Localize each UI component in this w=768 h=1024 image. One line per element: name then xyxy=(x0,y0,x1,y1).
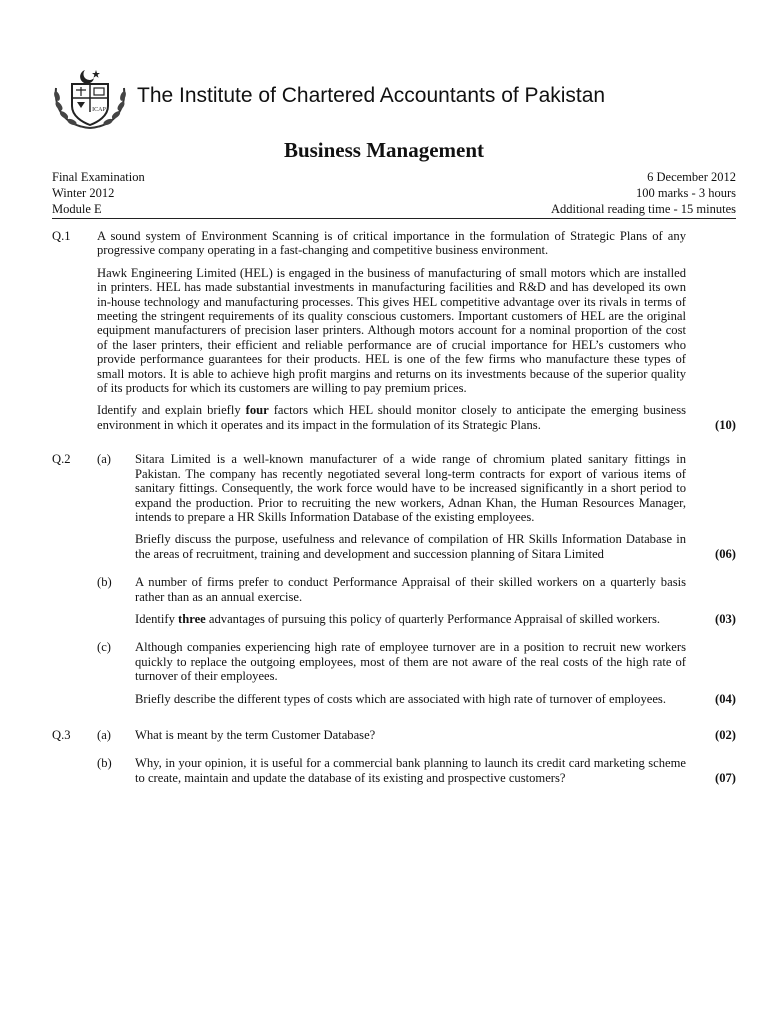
q2b-marks: (03) xyxy=(715,611,736,626)
q3-part-b xyxy=(97,756,736,785)
header-divider xyxy=(52,218,736,219)
subject-title: Business Management xyxy=(283,138,485,162)
q2c-paragraph-2: Briefly describe the different types of costs which are associated with high rate of turnover of employees. xyxy=(135,691,666,706)
question-number: Q.3 xyxy=(52,727,71,742)
q2-part-c xyxy=(97,640,736,706)
q2a-marks: (06) xyxy=(715,546,736,561)
q3b-marks: (07) xyxy=(715,770,736,785)
q3b-paragraph-1: Why, in your opinion, it is useful for a commercial bank planning to launch its credit card marketing scheme to create, maintain and update the database of its existing and prospective customers? xyxy=(135,756,686,785)
part-label: (b) xyxy=(97,756,112,771)
q2b-paragraph-1: A number of firms prefer to conduct Performance Appraisal of their skilled workers on a quarterly basis rather than as an annual exercise. xyxy=(135,575,686,604)
q2c-marks: (04) xyxy=(715,691,736,706)
institute-name: The Institute of Chartered Accountants of Pakistan xyxy=(137,84,606,107)
question-1 xyxy=(52,229,736,432)
question-number: Q.1 xyxy=(52,229,71,243)
q2-part-a xyxy=(97,452,736,561)
q3a-paragraph-1: What is meant by the term Customer Database? xyxy=(135,727,376,742)
svg-text:ICAP: ICAP xyxy=(92,107,106,113)
q2c-paragraph-1: Although companies experiencing high rate of employee turnover are in a position to recruit new workers quickly to replace the outgoing employees, most of them are not aware of the real costs of the high rate of turnover of their employees. xyxy=(135,640,686,684)
part-label: (b) xyxy=(97,575,112,590)
part-label: (c) xyxy=(97,640,111,655)
q1-instruction: Identify and explain briefly four factors which HEL should monitor closely to anticipate the emerging business environment in which it operates and its impact in the formulation of its Strategic Plans. xyxy=(97,403,686,432)
question-2 xyxy=(52,452,736,706)
q3a-marks: (02) xyxy=(715,727,736,742)
exam-marks-duration: 100 marks - 3 hours xyxy=(636,186,736,200)
q1-paragraph-2: Hawk Engineering Limited (HEL) is engaged in the business of manufacturing of small motors which are installed in printers. HEL has made substantial investments in manufacturing facilities and R&D and has developed its own in-house technology and manufacturing processes. This gives HEL competitive advantage over its rivals in terms of meeting the stringent requirements of its quality conscious customers. Important customers of HEL are the original equipment manufacturers of precision laser printers. Although motors account for a nominal proportion of the cost of the laser printers, their efficient and reliable performance are of crucial importance for HEL’s customers who provide performance guarantees for their products. HEL is one of the few firms who manufacture these types of small motors. It is able to achieve high profit margins and returns on its investments because of the superior quality of its products for which its customers are willing to pay premium prices. xyxy=(97,265,686,396)
exam-info-left xyxy=(52,169,145,217)
institute-logo xyxy=(50,66,130,132)
reading-time: Additional reading time - 15 minutes xyxy=(550,202,736,216)
q2a-paragraph-2: Briefly discuss the purpose, usefulness and relevance of compilation of HR Skills Information Database in the areas of recruitment, training and development and succession planning of Sitara Limited xyxy=(135,532,686,561)
exam-type: Final Examination xyxy=(52,170,145,184)
q2b-paragraph-2: Identify three advantages of pursuing this policy of quarterly Performance Appraisal of skilled workers. xyxy=(135,611,661,626)
q1-marks: (10) xyxy=(715,417,736,432)
part-label: (a) xyxy=(97,452,111,467)
question-3 xyxy=(52,728,736,785)
exam-date: 6 December 2012 xyxy=(647,170,736,184)
q2-part-b xyxy=(97,575,736,626)
q3-part-a xyxy=(97,727,736,742)
q2a-paragraph-1: Sitara Limited is a well-known manufacturer of a wide range of chromium plated sanitary fittings in Pakistan. The company has recently negotiated several long-term contracts for export of various items of sanitary fittings. Consequently, the work force would have to be increased significantly in a short period to expand the production. Prior to recruiting the new workers, Adnan Khan, the Human Resources Manager, intends to prepare a HR Skills Information Database of the existing employees. xyxy=(135,452,686,524)
q1-paragraph-1: A sound system of Environment Scanning is of critical importance in the formulation of Strategic Plans of any progressive company operating in a fast-changing and competitive business environment. xyxy=(97,229,686,258)
part-label: (a) xyxy=(97,727,111,742)
exam-info-right xyxy=(551,169,736,217)
question-list xyxy=(52,229,736,785)
question-number: Q.2 xyxy=(52,452,71,467)
exam-module: Module E xyxy=(52,202,102,216)
exam-session: Winter 2012 xyxy=(52,186,115,200)
